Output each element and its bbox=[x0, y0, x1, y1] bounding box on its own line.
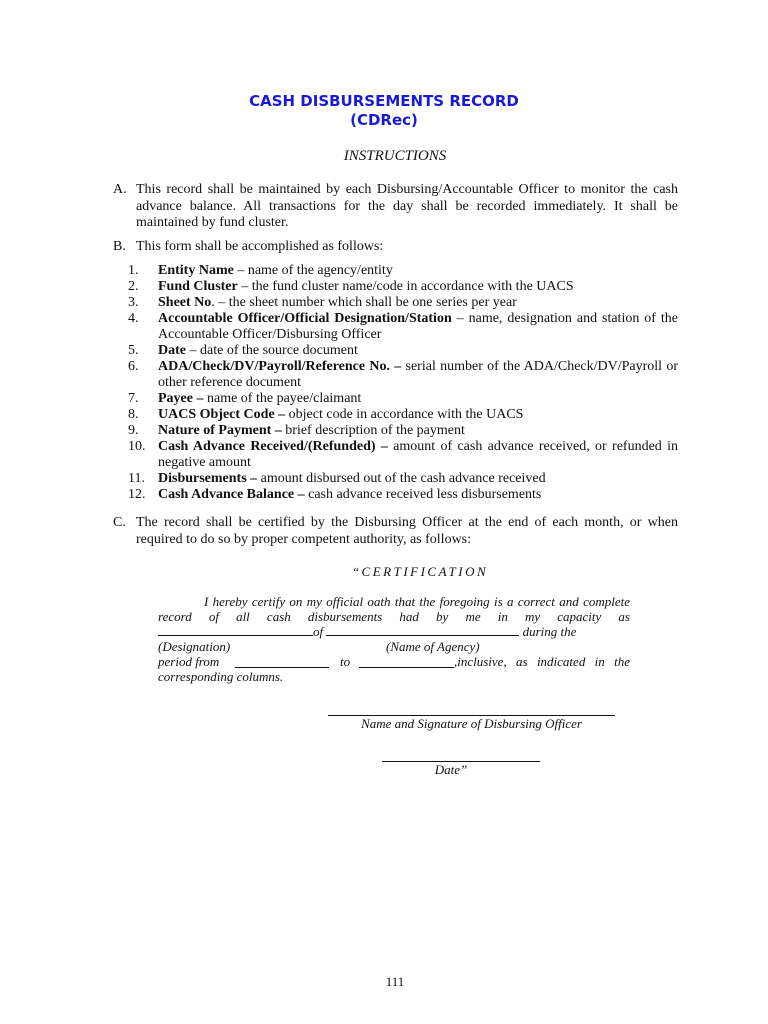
agency-label: (Name of Agency) bbox=[386, 639, 480, 654]
designation-label: (Designation) bbox=[158, 639, 231, 654]
to-label: to bbox=[340, 654, 351, 669]
list-item bbox=[128, 439, 678, 471]
item-term: Accountable Officer/Official Designation/Station bbox=[158, 311, 452, 326]
section-b bbox=[113, 239, 678, 256]
agency-blank bbox=[326, 624, 519, 636]
item-number: 1. bbox=[128, 263, 139, 278]
item-term: Disbursements – bbox=[158, 471, 258, 486]
section-c bbox=[113, 515, 678, 548]
item-description: name of the payee/claimant bbox=[203, 391, 362, 406]
item-number: 4. bbox=[128, 311, 139, 326]
item-term: Date bbox=[158, 343, 186, 358]
item-description: serial number of the ADA/Check/DV/Payroll or other reference document bbox=[158, 359, 678, 390]
item-description: – name of the agency/entity bbox=[233, 263, 393, 278]
item-description: brief description of the payment bbox=[281, 423, 465, 438]
list-item bbox=[128, 423, 678, 439]
form-code: (CDRec) bbox=[350, 111, 418, 129]
list-item bbox=[128, 471, 678, 487]
section-c-label: C. bbox=[113, 515, 126, 530]
cert-line-3 bbox=[158, 624, 630, 639]
item-term: Nature of Payment – bbox=[158, 423, 282, 438]
date-label: Date” bbox=[434, 762, 468, 777]
item-number: 7. bbox=[128, 391, 139, 406]
list-item bbox=[128, 311, 678, 343]
item-term: Sheet No bbox=[158, 295, 212, 310]
section-a bbox=[113, 182, 678, 232]
section-a-text: This record shall be maintained by each Disbursing/Accountable Officer to monitor the cash advance balance. All transactions for the day shall be recorded immediately. It shall be maintained by fund cluster. bbox=[136, 182, 678, 230]
item-number: 2. bbox=[128, 279, 139, 294]
cert-line-6: corresponding columns. bbox=[158, 669, 284, 684]
item-term: Entity Name bbox=[158, 263, 234, 278]
item-number: 9. bbox=[128, 423, 139, 438]
item-number: 11. bbox=[128, 471, 145, 486]
item-term: Cash Advance Balance – bbox=[158, 487, 305, 502]
item-number: 3. bbox=[128, 295, 139, 310]
item-description: amount disbursed out of the cash advance received bbox=[257, 471, 546, 486]
item-description: object code in accordance with the UACS bbox=[285, 407, 524, 422]
item-term: Payee – bbox=[158, 391, 204, 406]
list-item bbox=[128, 391, 678, 407]
section-b-label: B. bbox=[113, 239, 126, 254]
certification-body bbox=[158, 594, 630, 684]
list-item bbox=[128, 295, 678, 311]
of-word: of bbox=[313, 624, 324, 639]
item-number: 6. bbox=[128, 359, 139, 374]
item-description: – the fund cluster name/code in accordance with the UACS bbox=[237, 279, 574, 294]
signature-label: Name and Signature of Disbursing Officer bbox=[361, 716, 582, 731]
list-item bbox=[128, 343, 678, 359]
from-date-blank bbox=[235, 656, 329, 668]
item-description: – date of the source document bbox=[186, 343, 358, 358]
during-word: during the bbox=[519, 624, 577, 639]
item-description: – name, designation and station of the Accountable Officer/Disbursing Officer bbox=[158, 311, 678, 342]
cert-line-1: I hereby certify on my official oath that the foregoing is a correct and complete bbox=[204, 594, 630, 609]
instruction-list bbox=[128, 263, 678, 503]
inclusive-text: ,inclusive, as indicated in the bbox=[454, 654, 630, 669]
section-a-label: A. bbox=[113, 182, 127, 197]
list-item bbox=[128, 263, 678, 279]
cert-line-2: record of all cash disbursements had by me in my capacity as bbox=[158, 609, 630, 624]
item-term: Fund Cluster bbox=[158, 279, 238, 294]
list-item bbox=[128, 407, 678, 423]
list-item bbox=[128, 487, 678, 503]
list-item bbox=[128, 359, 678, 391]
designation-blank bbox=[158, 624, 313, 636]
form-title: CASH DISBURSEMENTS RECORD bbox=[249, 92, 519, 110]
section-c-text: The record shall be certified by the Disbursing Officer at the end of each month, or when required to do so by proper competent authority, as follows: bbox=[136, 515, 678, 547]
item-number: 10. bbox=[128, 439, 146, 454]
item-description: cash advance received less disbursements bbox=[304, 487, 542, 502]
item-term: Cash Advance Received/(Refunded) – bbox=[158, 439, 388, 454]
section-b-text: This form shall be accomplished as follows: bbox=[136, 239, 384, 254]
page-number: 111 bbox=[385, 974, 405, 989]
item-description: amount of cash advance received, or refunded in negative amount bbox=[158, 439, 678, 470]
item-term: ADA/Check/DV/Payroll/Reference No. – bbox=[158, 359, 402, 374]
certification-heading: “CERTIFICATION bbox=[351, 564, 489, 579]
instructions-heading: INSTRUCTIONS bbox=[343, 148, 447, 164]
item-number: 12. bbox=[128, 487, 146, 502]
to-date-blank bbox=[359, 656, 454, 668]
cert-line-4 bbox=[158, 639, 630, 654]
item-description: . – the sheet number which shall be one series per year bbox=[211, 295, 517, 310]
item-number: 8. bbox=[128, 407, 139, 422]
list-item bbox=[128, 279, 678, 295]
item-number: 5. bbox=[128, 343, 139, 358]
cert-line-5 bbox=[158, 654, 630, 669]
item-term: UACS Object Code – bbox=[158, 407, 286, 422]
period-from-label: period from bbox=[158, 654, 220, 669]
